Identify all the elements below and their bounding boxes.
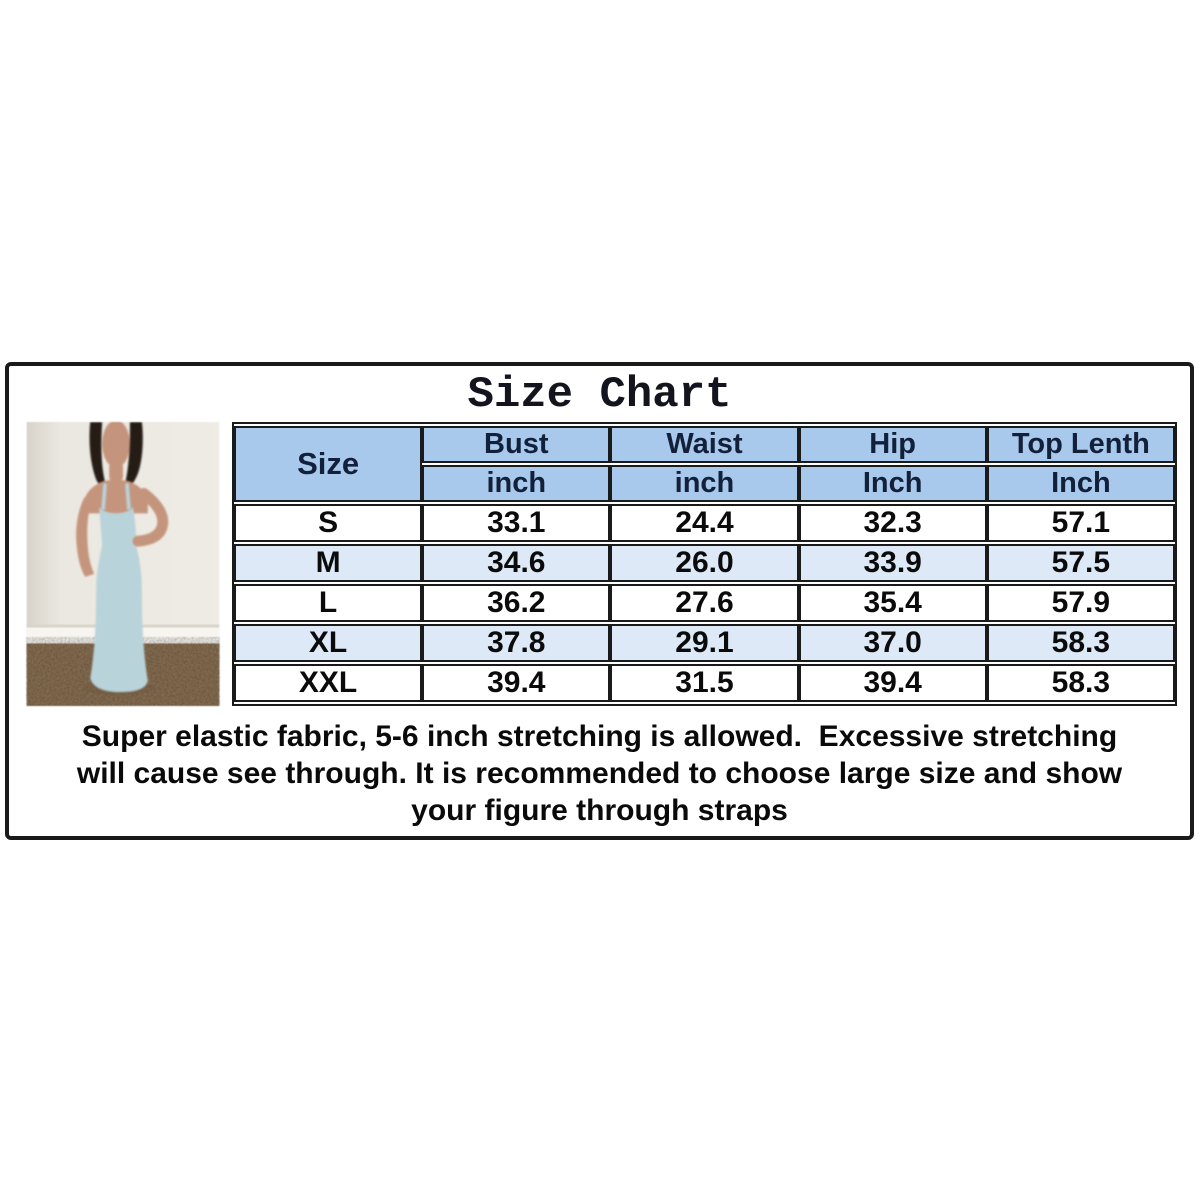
unit-top-length: Inch bbox=[987, 465, 1175, 502]
hip-cell: 33.9 bbox=[799, 544, 987, 582]
unit-hip: Inch bbox=[799, 465, 987, 502]
size-chart-panel bbox=[5, 362, 1194, 840]
panel-content bbox=[9, 422, 1190, 706]
table-row-l bbox=[234, 584, 1175, 622]
top-length-cell: 57.1 bbox=[987, 504, 1175, 542]
col-header-top-length: Top Lenth bbox=[987, 426, 1175, 463]
table-row-xl bbox=[234, 624, 1175, 662]
bust-cell: 33.1 bbox=[422, 504, 610, 542]
note-line-2: will cause see through. It is recommended to choose large size and show bbox=[76, 757, 1123, 790]
waist-cell: 29.1 bbox=[610, 624, 798, 662]
bust-cell: 36.2 bbox=[422, 584, 610, 622]
hip-cell: 32.3 bbox=[799, 504, 987, 542]
bust-cell: 37.8 bbox=[422, 624, 610, 662]
waist-cell: 24.4 bbox=[610, 504, 798, 542]
table-row-m bbox=[234, 544, 1175, 582]
size-cell: L bbox=[234, 584, 422, 622]
bust-cell: 34.6 bbox=[422, 544, 610, 582]
table-row-s bbox=[234, 504, 1175, 542]
fabric-note bbox=[9, 718, 1190, 829]
col-header-bust: Bust bbox=[422, 426, 610, 463]
size-table bbox=[232, 422, 1177, 706]
col-header-waist: Waist bbox=[610, 426, 798, 463]
size-cell: XXL bbox=[234, 664, 422, 702]
col-header-hip: Hip bbox=[799, 426, 987, 463]
col-header-size: Size bbox=[234, 426, 422, 502]
hip-cell: 39.4 bbox=[799, 664, 987, 702]
note-line-3: your figure through straps bbox=[411, 794, 788, 827]
page-title: Size Chart bbox=[467, 370, 732, 420]
top-length-cell: 57.9 bbox=[987, 584, 1175, 622]
product-photo bbox=[26, 422, 220, 706]
waist-cell: 27.6 bbox=[610, 584, 798, 622]
waist-cell: 31.5 bbox=[610, 664, 798, 702]
size-cell: M bbox=[234, 544, 422, 582]
top-length-cell: 57.5 bbox=[987, 544, 1175, 582]
size-cell: XL bbox=[234, 624, 422, 662]
hip-cell: 35.4 bbox=[799, 584, 987, 622]
note-line-1: Super elastic fabric, 5-6 inch stretching is allowed. Excessive stretching bbox=[81, 720, 1118, 753]
waist-cell: 26.0 bbox=[610, 544, 798, 582]
table-row-xxl bbox=[234, 664, 1175, 702]
hip-cell: 37.0 bbox=[799, 624, 987, 662]
top-length-cell: 58.3 bbox=[987, 624, 1175, 662]
top-length-cell: 58.3 bbox=[987, 664, 1175, 702]
model-photo-illustration bbox=[26, 422, 220, 706]
unit-waist: inch bbox=[610, 465, 798, 502]
header-row-measures bbox=[234, 426, 1175, 463]
size-cell: S bbox=[234, 504, 422, 542]
bust-cell: 39.4 bbox=[422, 664, 610, 702]
dress-strap bbox=[103, 484, 105, 510]
unit-bust: inch bbox=[422, 465, 610, 502]
